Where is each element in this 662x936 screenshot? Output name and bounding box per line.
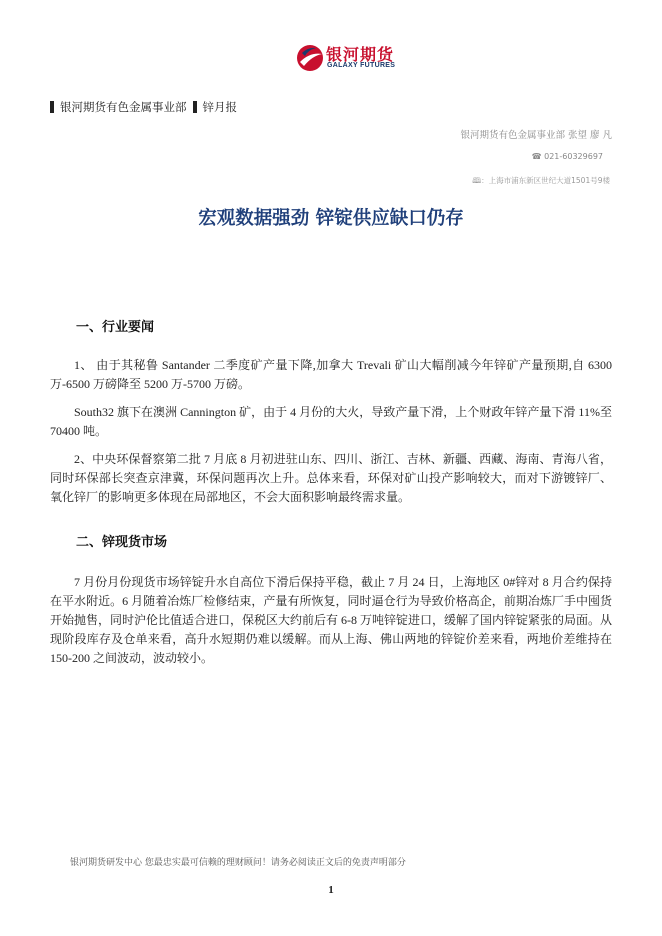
breadcrumb-marker xyxy=(193,101,197,113)
phone-line xyxy=(532,152,603,161)
breadcrumb xyxy=(50,99,237,115)
book-icon: 🕮 xyxy=(472,176,482,185)
phone-number: 021-60329697 xyxy=(544,152,603,161)
document-title: 宏观数据强劲 锌锭供应缺口仍存 xyxy=(198,208,464,229)
paragraph: 7 月份月份现货市场锌锭升水自高位下滑后保持平稳，截止 7 月 24 日，上海地区 0#锌对 8 月合约保持在平水附近。6 月随着冶炼厂检修结束，产量有所恢复，同时逼仓行为导致价格高企，前期冶炼厂手中囤货开始抛售，同时沪伦比值适合进口，保税区大约前后有 6-8 万吨锌锭进口，缓解了国内锌锭紧张的局面。从现阶段库存及仓单来看，高升水短期仍难以缓解。而从上海、佛山两地的锌锭价差来看，两地价差维持在 150-200 之间波动，波动较小。 xyxy=(50,575,613,665)
paragraph: 2、中央环保督察第二批 7 月底 8 月初进驻山东、四川、浙江、吉林、新疆、西藏、海南、青海八省，同时环保部长突查京津冀，环保问题再次上升。总体来看，环保对矿山投产影响较大，而对下游镀锌厂、氧化锌厂的影响更多体现在局部地区，不会大面积影响最终需求量。 xyxy=(50,452,612,504)
paragraph: South32 旗下在澳洲 Cannington 矿，由于 4 月份的大火，导致产量下滑，上个财政年锌产量下滑 11%至 70400 吨。 xyxy=(50,405,612,438)
breadcrumb-department: 银河期货有色金属事业部 xyxy=(60,100,187,114)
brand-name-cn: 银河期货 xyxy=(326,45,395,64)
authors: 银河期货有色金属事业部 张望 廖 凡 xyxy=(460,130,612,141)
phone-icon: ☎ xyxy=(531,152,542,161)
brand-name-en: GALAXY FUTURES xyxy=(327,62,396,69)
address-line: 🕮：上海市浦东新区世纪大道1501号9楼 xyxy=(472,176,610,185)
section-heading-spot-market: 二、锌现货市场 xyxy=(76,535,168,550)
breadcrumb-marker xyxy=(50,101,54,113)
breadcrumb-report-type: 锌月报 xyxy=(202,100,237,114)
footer-disclaimer: 银河期货研发中心 您最忠实最可信赖的理财顾问！请务必阅读正文后的免责声明部分 xyxy=(70,858,406,868)
galaxy-logo-icon xyxy=(296,44,324,72)
page-number: 1 xyxy=(328,884,334,896)
section-heading-industry-news: 一、行业要闻 xyxy=(76,320,155,335)
paragraph: 1、 由于其秘鲁 Santander 二季度矿产量下降,加拿大 Trevali 矿山大幅削减今年锌矿产量预期,自 6300 万-6500 万磅降至 5200 万-5700 万磅。 xyxy=(50,358,612,391)
address: 上海市浦东新区世纪大道1501号9楼 xyxy=(488,176,610,185)
galaxy-futures-logo xyxy=(296,42,416,74)
